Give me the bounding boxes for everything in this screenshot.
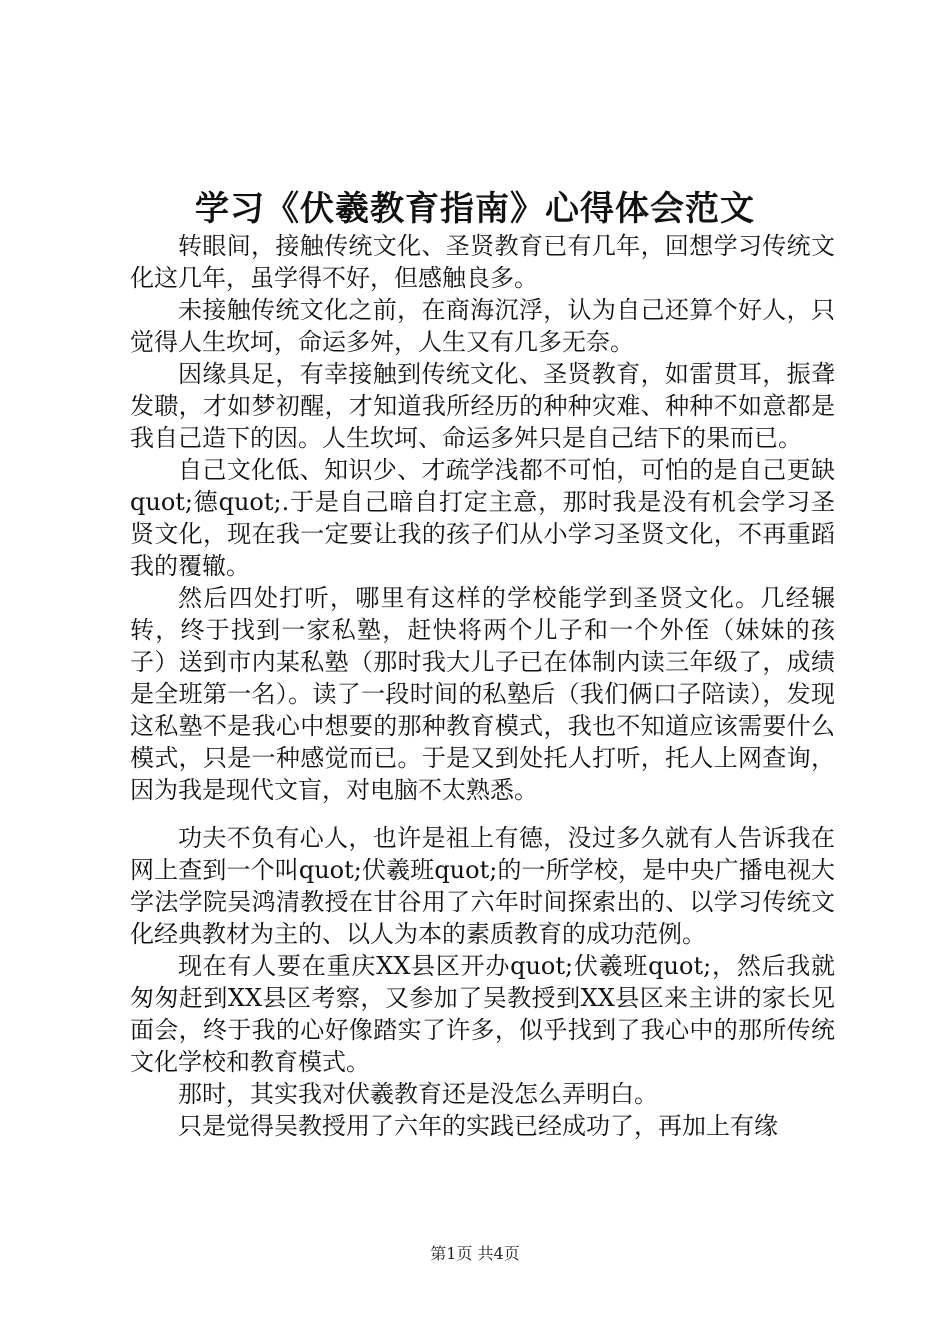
paragraph: 功夫不负有心人，也许是祖上有德，没过多久就有人告诉我在网上查到一个叫quot;伏羲班quot;的一所学校，是中央广播电视大学法学院吴鸿清教授在甘谷用了六年时间探索出的、以学习传统文化经典教材为主的、以人为本的素质教育的成功范例。 xyxy=(130,824,835,948)
document-body xyxy=(130,230,835,1142)
paragraph: 未接触传统文化之前，在商海沉浮，认为自己还算个好人，只觉得人生坎坷，命运多舛，人生又有几多无奈。 xyxy=(130,296,835,356)
paragraph: 然后四处打听，哪里有这样的学校能学到圣贤文化。几经辗转，终于找到一家私塾，赶快将两个儿子和一个外侄（妹妹的孩子）送到市内某私塾（那时我大儿子已在体制内读三年级了，成绩是全班第一名）。读了一段时间的私塾后（我们俩口子陪读），发现这私塾不是我心中想要的那种教育模式，我也不知道应该需要什么模式，只是一种感觉而已。于是又到处托人打听，托人上网查询，因为我是现代文盲，对电脑不太熟悉。 xyxy=(130,584,835,804)
document-title: 学习《伏羲教育指南》心得体会范文 xyxy=(195,189,755,229)
paragraph: 只是觉得吴教授用了六年的实践已经成功了，再加上有缘 xyxy=(178,1112,778,1140)
paragraph: 转眼间，接触传统文化、圣贤教育已有几年，回想学习传统文化这几年，虽学得不好，但感触良多。 xyxy=(130,232,835,292)
paragraph: 那时，其实我对伏羲教育还是没怎么弄明白。 xyxy=(178,1080,658,1108)
page-number-footer: 第1页 共4页 xyxy=(430,1244,520,1263)
paragraph: 因缘具足，有幸接触到传统文化、圣贤教育，如雷贯耳，振聋发聩，才如梦初醒，才知道我所经历的种种灾难、种种不如意都是我自己造下的因。人生坎坷、命运多舛只是自己结下的果而已。 xyxy=(130,360,835,452)
paragraph: 自己文化低、知识少、才疏学浅都不可怕，可怕的是自己更缺quot;德quot;.于是自己暗自打定主意，那时我是没有机会学习圣贤文化，现在我一定要让我的孩子们从小学习圣贤文化，不再重蹈我的覆辙。 xyxy=(130,456,835,580)
paragraph: 现在有人要在重庆XX县区开办quot;伏羲班quot;，然后我就匆匆赶到XX县区考察，又参加了吴教授到XX县区来主讲的家长见面会，终于我的心好像踏实了许多，似乎找到了我心中的那所传统文化学校和教育模式。 xyxy=(130,952,835,1076)
